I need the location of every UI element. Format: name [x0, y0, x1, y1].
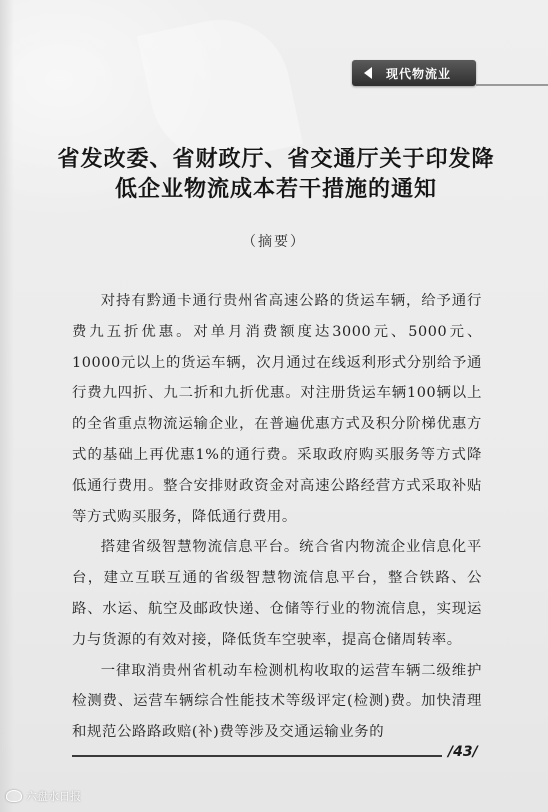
- article-body: [72, 286, 482, 748]
- body-paragraph: 搭建省级智慧物流信息平台。统合省内物流企业信息化平台，建立互联互通的省级智慧物流信息平台，整合铁路、公路、水运、航空及邮政快递、仓储等行业的物流信息，实现运力与货源的有效对接，降低货车空驶率，提高仓储周转率。: [72, 539, 482, 648]
- section-tab-rule: [476, 84, 548, 86]
- page-binding-shadow: [0, 0, 14, 812]
- watermark: [6, 788, 81, 804]
- article-subtitle: （摘要）: [242, 234, 306, 250]
- left-arrow-icon: [364, 67, 372, 79]
- footer-rule: [72, 755, 442, 757]
- weibo-icon: [6, 790, 22, 802]
- article-title: 省发改委、省财政厅、省交通厅关于印发降低企业物流成本若干措施的通知: [57, 146, 495, 202]
- page-number: /43/: [448, 744, 478, 760]
- section-tab: [352, 60, 476, 86]
- watermark-text: 六盘水日报: [26, 790, 81, 803]
- section-tab-label: 现代物流业: [386, 66, 452, 81]
- body-paragraph: 一律取消贵州省机动车检测机构收取的运营车辆二级维护检测费、运营车辆综合性能技术等级评定(检测)费。加快清理和规范公路路政赔(补)费等涉及交通运输业务的: [72, 662, 482, 741]
- body-paragraph: 对持有黔通卡通行贵州省高速公路的货运车辆，给予通行费九五折优惠。对单月消费额度达3000元、5000元、10000元以上的货运车辆，次月通过在线返利形式分别给予通行费九四折、九二折和九折优惠。对注册货运车辆100辆以上的全省重点物流运输企业，在普遍优惠方式及积分阶梯优惠方式的基础上再优惠1%的通行费。采取政府购买服务等方式降低通行费用。整合安排财政资金对高速公路经营方式采取补贴等方式购买服务，降低通行费用。: [72, 293, 482, 525]
